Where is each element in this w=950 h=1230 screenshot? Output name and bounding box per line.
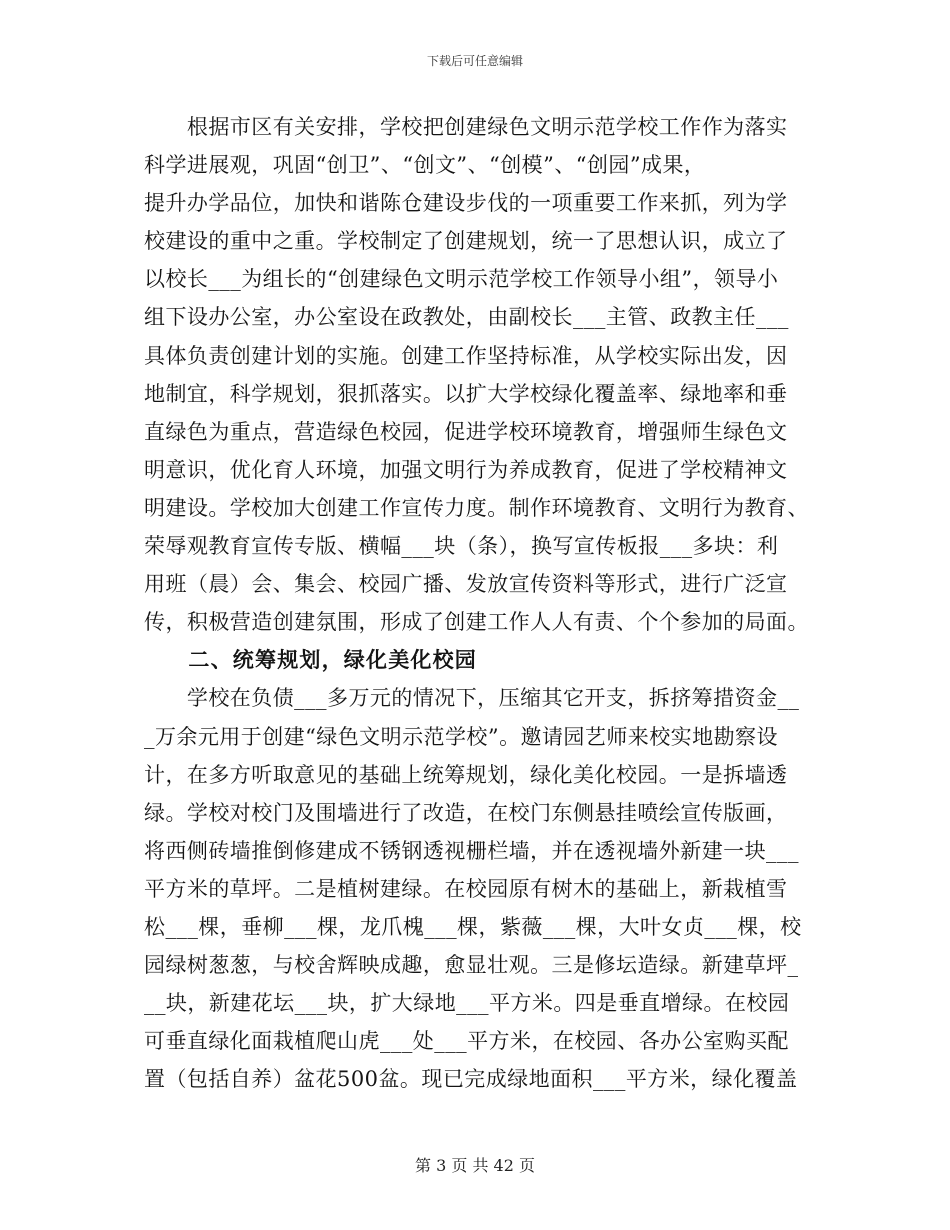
paragraph-line: 荣辱观教育宣传专版、横幅___块（条），换写宣传板报___多块：利 [144,534,779,559]
page-number: 第 3 页 共 42 页 [415,1156,535,1175]
paragraph-line: 可垂直绿化面栽植爬山虎___处___平方米，在校园、各办公室购买配 [144,1029,789,1054]
document-body [144,108,824,1098]
paragraph-line: 将西侧砖墙推倒修建成不锈钢透视栅栏墙，并在透视墙外新建一块___ [144,838,799,863]
paragraph-line: 组下设办公室，办公室设在政教处，由副校长___主管、政教主任___ [144,305,789,330]
paragraph-line: 明意识，优化育人环境，加强文明行为养成教育，促进了学校精神文 [144,457,788,482]
paragraph-line: 绿。学校对校门及围墙进行了改造，在校门东侧悬挂喷绘宣传版画， [144,800,788,825]
paragraph-line: 明建设。学校加大创建工作宣传力度。制作环境教育、文明行为教育、 [144,495,809,520]
paragraph-line: 传，积极营造创建氛围，形成了创建工作人人有责、个个参加的局面。 [144,610,809,635]
paragraph-line: 置（包括自养）盆花500盆。现已完成绿地面积___平方米，绿化覆盖 [144,1067,798,1092]
paragraph-line: 园绿树葱葱，与校舍辉映成趣，愈显壮观。三是修坛造绿。新建草坪_ [144,953,799,978]
paragraph-line: __块，新建花坛___块，扩大绿地___平方米。四是垂直增绿。在校园 [144,991,790,1016]
paragraph-line: 具体负责创建计划的实施。创建工作坚持标准，从学校实际出发，因 [144,343,788,368]
paragraph-line: 平方米的草坪。二是植树建绿。在校园原有树木的基础上，新栽植雪 [144,876,788,901]
section-heading: 二、统筹规划，绿化美化校园 [144,648,477,673]
paragraph-line: 以校长___为组长的“创建绿色文明示范学校工作领导小组”，领导小 [144,267,779,292]
paragraph-line: 地制宜，科学规划，狠抓落实。以扩大学校绿化覆盖率、绿地率和垂 [144,381,788,406]
paragraph-line: 根据市区有关安排，学校把创建绿色文明示范学校工作作为落实 [144,115,788,139]
paragraph-line: 提升办学品位，加快和谐陈仓建设步伐的一项重要工作来抓，列为学 [144,191,788,216]
paragraph-line: 计，在多方听取意见的基础上统筹规划，绿化美化校园。一是拆墙透 [144,762,788,787]
page-header: 下载后可任意编辑 [426,54,523,68]
paragraph-line: 松___棵，垂柳___棵，龙爪槐___棵，紫薇___棵，大叶女贞___棵，校 [144,914,802,939]
paragraph-line: 校建设的重中之重。学校制定了创建规划，统一了思想认识，成立了 [144,229,788,254]
paragraph-line: _万余元用于创建“绿色文明示范学校”。邀请园艺师来校实地勘察设 [144,724,778,749]
paragraph-line: 用班（晨）会、集会、校园广播、发放宣传资料等形式，进行广泛宣 [144,572,788,597]
paragraph-line: 学校在负债___多万元的情况下，压缩其它开支，拆挤筹措资金__ [144,686,800,711]
paragraph-line: 科学进展观，巩固“创卫”、“创文”、“创模”、“创园”成果， [144,153,706,178]
paragraph-line: 直绿色为重点，营造绿色校园，促进学校环境教育，增强师生绿色文 [144,419,788,444]
